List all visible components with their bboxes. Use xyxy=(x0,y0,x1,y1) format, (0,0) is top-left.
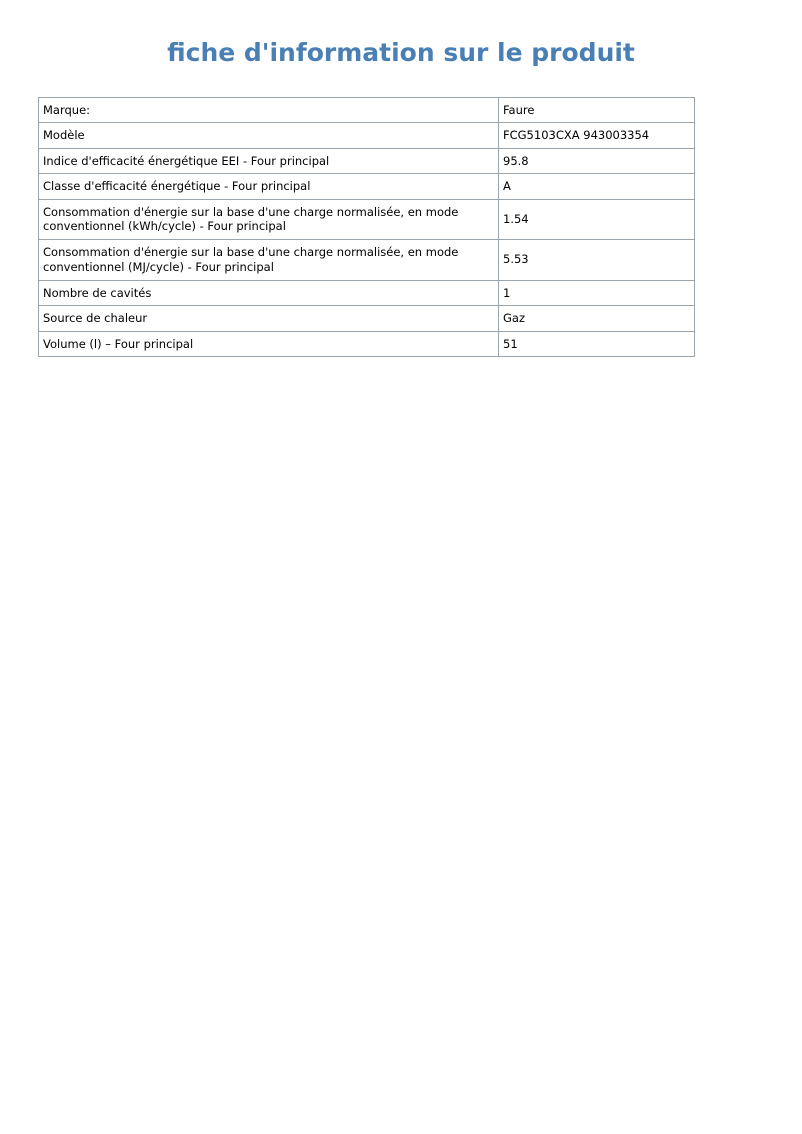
spec-value: A xyxy=(499,174,695,199)
product-specification-table xyxy=(38,97,695,357)
table-row xyxy=(39,148,695,173)
spec-label: Source de chaleur xyxy=(39,306,499,331)
spec-value: 1 xyxy=(499,281,695,306)
table-row xyxy=(39,123,695,148)
spec-value: 51 xyxy=(499,331,695,356)
spec-value: Faure xyxy=(499,98,695,123)
spec-label: Modèle xyxy=(39,123,499,148)
spec-label: Consommation d'énergie sur la base d'une charge normalisée, en mode conventionnel (MJ/cycle) - Four principal xyxy=(39,240,499,281)
table-row xyxy=(39,281,695,306)
table-row xyxy=(39,240,695,281)
spec-label: Consommation d'énergie sur la base d'une charge normalisée, en mode conventionnel (kWh/cycle) - Four principal xyxy=(39,199,499,240)
spec-value: 95.8 xyxy=(499,148,695,173)
spec-label: Nombre de cavités xyxy=(39,281,499,306)
spec-label: Volume (l) – Four principal xyxy=(39,331,499,356)
table-row xyxy=(39,331,695,356)
table-row xyxy=(39,174,695,199)
spec-value: FCG5103CXA 943003354 xyxy=(499,123,695,148)
spec-value: 1.54 xyxy=(499,199,695,240)
table-row xyxy=(39,306,695,331)
table-row xyxy=(39,98,695,123)
spec-value: Gaz xyxy=(499,306,695,331)
page-title: fiche d'information sur le produit xyxy=(167,38,635,67)
spec-value: 5.53 xyxy=(499,240,695,281)
table-row xyxy=(39,199,695,240)
spec-label: Indice d'efficacité énergétique EEI - Four principal xyxy=(39,148,499,173)
spec-label: Marque: xyxy=(39,98,499,123)
spec-label: Classe d'efficacité énergétique - Four principal xyxy=(39,174,499,199)
